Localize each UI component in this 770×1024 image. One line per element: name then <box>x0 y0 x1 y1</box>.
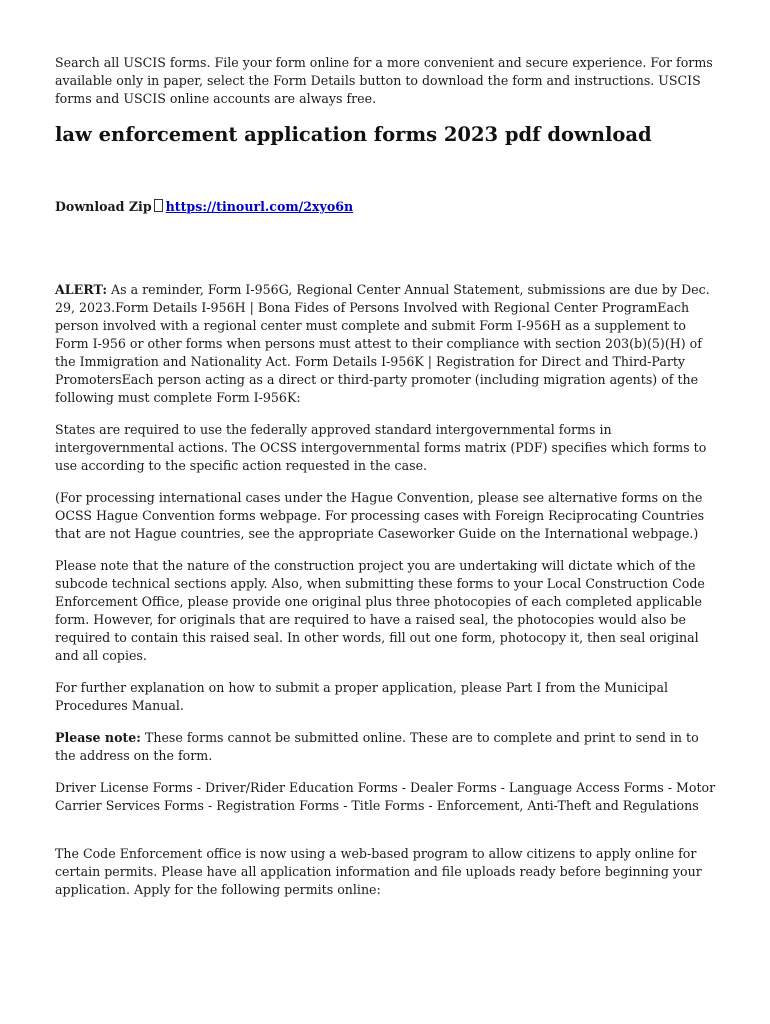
note-paragraph <box>55 729 717 765</box>
download-line <box>55 198 717 216</box>
document-page <box>55 54 717 913</box>
hague-paragraph: (For processing international cases under the Hague Convention, please see alternative forms on the OCSS Hague Convention forms webpage. For processing cases with Foreign Reciprocating Countries that are not Hague countries, see the appropriate Caseworker Guide on the International webpage.) <box>55 490 705 541</box>
driver-forms-paragraph: Driver License Forms - Driver/Rider Education Forms - Dealer Forms - Language Access Forms - Motor Carrier Services Forms - Registration Forms - Title Forms - Enforcement, Anti-Theft and Regulations <box>55 780 716 813</box>
alert-label: ALERT: <box>55 282 108 297</box>
page-title: law enforcement application forms 2023 pdf download <box>55 123 652 146</box>
further-paragraph: For further explanation on how to submit a proper application, please Part I from the Municipal Procedures Manual. <box>55 680 668 713</box>
intro-paragraph: Search all USCIS forms. File your form online for a more convenient and secure experience. For forms available only in paper, select the Form Details button to download the form and instructions. USCIS forms and USCIS online accounts are always free. <box>55 55 713 106</box>
construction-paragraph: Please note that the nature of the construction project you are undertaking will dictate which of the subcode technical sections apply. Also, when submitting these forms to your Local Construction Code Enforcement Office, please provide one original plus three photocopies of each completed applicable form. However, for originals that are required to have a raised seal, the photocopies would also be required to contain this raised seal. In other words, fill out one form, photocopy it, then seal original and all copies. <box>55 558 705 663</box>
arrow-placeholder-icon <box>154 199 163 212</box>
code-enforcement-paragraph: The Code Enforcement office is now using a web-based program to allow citizens to apply online for certain permits. Please have all application information and file uploads ready before beginning your application. Apply for the following permits online: <box>55 846 702 897</box>
states-paragraph: States are required to use the federally approved standard intergovernmental forms in intergovernmental actions. The OCSS intergovernmental forms matrix (PDF) specifies which forms to use according to the specific action requested in the case. <box>55 422 707 473</box>
note-text: These forms cannot be submitted online. These are to complete and print to send in to the address on the form. <box>55 730 699 763</box>
note-label: Please note: <box>55 730 141 745</box>
alert-text: As a reminder, Form I-956G, Regional Center Annual Statement, submissions are due by Dec. 29, 2023.Form Details I-956H | Bona Fides of Persons Involved with Regional Center ProgramEach person involved with a regional center must complete and submit Form I-956H as a supplement to Form I-956 or other forms when persons must attest to their compliance with section 203(b)(5)(H) of the Immigration and Nationality Act. Form Details I-956K | Registration for Direct and Third-Party PromotersEach person acting as a direct or third-party promoter (including migration agents) of the following must complete Form I-956K: <box>55 282 710 405</box>
download-label: Download Zip <box>55 199 152 214</box>
alert-paragraph <box>55 281 717 407</box>
download-link[interactable]: https://tinourl.com/2xyo6n <box>165 199 354 214</box>
